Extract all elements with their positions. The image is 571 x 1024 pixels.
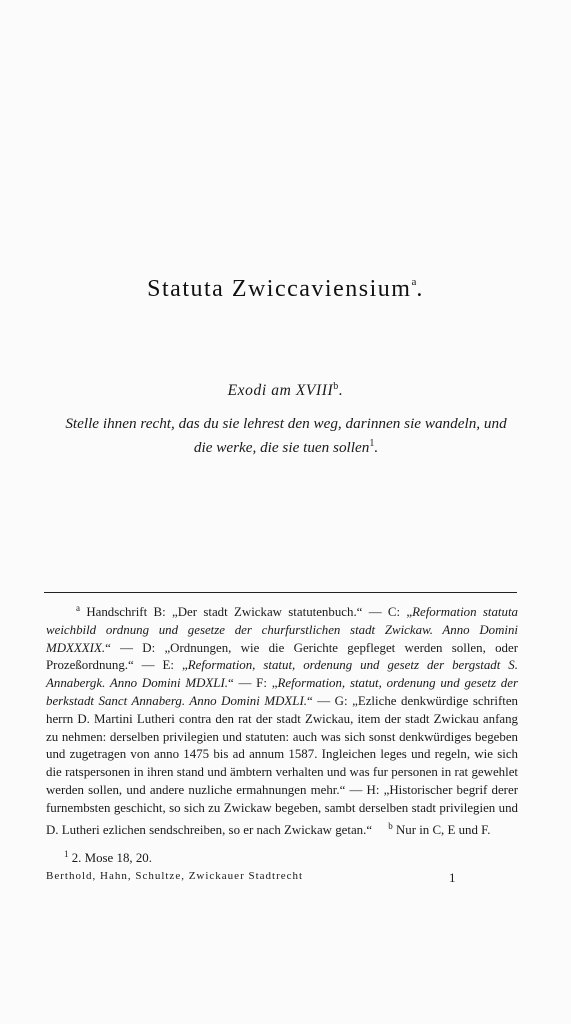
epigraph-line-2-period: . [374, 439, 379, 456]
footnote-a [46, 600, 518, 839]
epigraph-reference-marker: b [333, 381, 339, 392]
footnote-a-italic-2: Reformation, statut, ordenung und gesetz der bergstadt S. Annabergk. Anno Domini MDXLI. [46, 658, 518, 691]
epigraph-reference-text: Exodi am XVIII [227, 382, 334, 399]
epigraph-quote [44, 414, 528, 458]
footnote-a-segment-3: “ — F: „ [227, 676, 278, 691]
epigraph-line-2 [44, 434, 528, 458]
footnote-a-segment-4: “ — G: „Ezliche denkwürdige schriften herrn D. Martini Lutheri contra den rat der stadt Zwickau, item der stadt Zwickau anfang zu nehmen: derselben privilegien und statuten: auch was sich sonst denkwürdiges begeben und zugetragen von anno 1475 bis ad annum 1587. Ingleichen leges und regeln, wie sich die ratspersonen in ihren stand und ämbtern verhalten und was fur personen in rat gewehlet werden sollen, und andere nuzliche ermahnungen mehr.“ — H: „Historischer begrif derer furnembsten geschicht, so sich zu Zwickaw begeben, sambt derselben stadt privilegien und D. Lutheri ezlichen sendschreiben, so er nach Zwickaw getan.“ [46, 693, 518, 837]
footnote-b-marker: b [388, 820, 393, 831]
footnote-divider [44, 592, 517, 593]
epigraph-reference-period: . [338, 382, 344, 399]
footnote-1-marker: 1 [64, 849, 69, 859]
footnote-a-segment-2: “ — D: „Ordnungen, wie die Gerichte gepfleget werden sollen, oder Prozeßordnung.“ — E: „ [46, 640, 518, 673]
footnote-block [46, 600, 518, 839]
title-text: Statuta Zwiccaviensium [147, 276, 412, 302]
footnote-a-italic-1: Reformation statuta weichbild ordnung und gesetze der churfurstlichen stadt Zwickaw. Anno Domini MDXXXIX. [46, 605, 518, 655]
footnote-a-segment-1: Handschrift B: „Der stadt Zwickaw statutenbuch.“ — C: „ [86, 605, 413, 619]
page-title [0, 276, 571, 303]
epigraph-reference [0, 381, 571, 400]
title-period: . [416, 276, 424, 302]
epigraph-line-2-marker: 1 [369, 438, 375, 449]
running-footer: Berthold, Hahn, Schultze, Zwickauer Stadtrecht [46, 870, 304, 882]
epigraph-line-2-text: die werke, die sie tuen sollen [193, 439, 370, 456]
footnote-b-text: Nur in C, E und F. [395, 822, 491, 837]
footnote-1 [64, 849, 152, 866]
footnote-a-marker: a [76, 603, 80, 613]
footnote-1-text: 2. Mose 18, 20. [71, 851, 152, 865]
footnote-a-italic-3: Reformation, statut, ordenung und gesetz der berkstadt Sanct Annaberg. Anno Domini MDXLI. [46, 676, 518, 708]
epigraph-line-1: Stelle ihnen recht, das du sie lehrest den weg, darinnen sie wandeln, und [65, 415, 507, 432]
title-footnote-marker: a [411, 276, 417, 288]
page-number: 1 [449, 870, 456, 885]
